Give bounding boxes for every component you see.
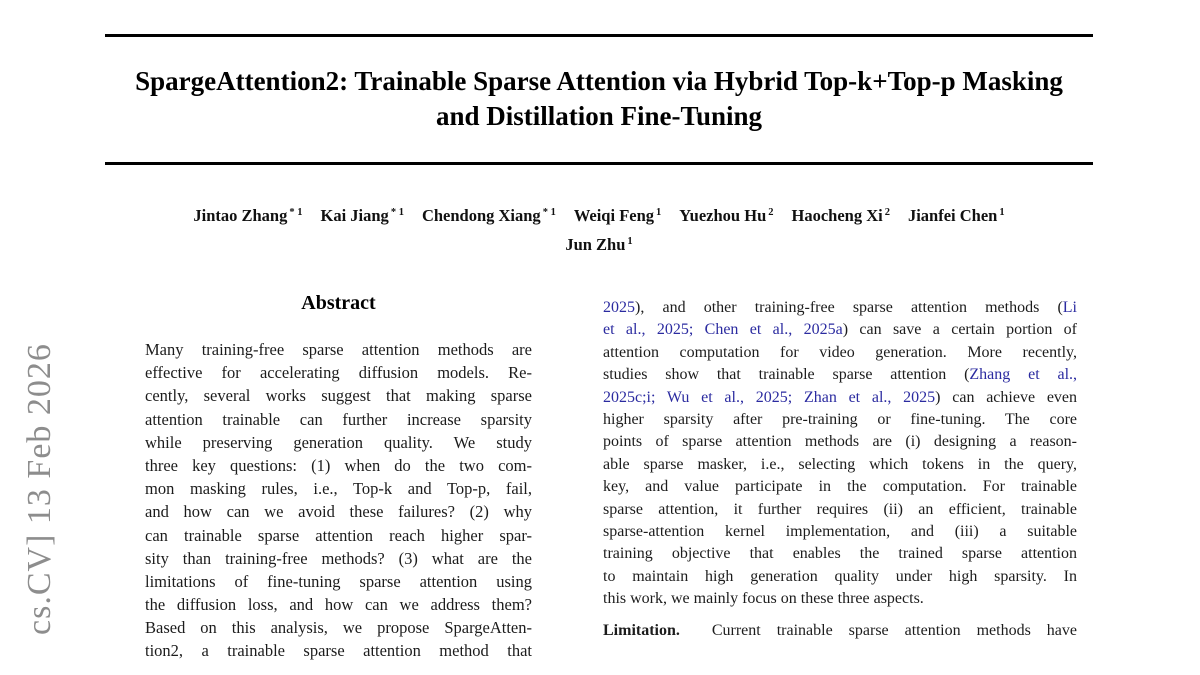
body-text-line <box>603 454 1077 476</box>
citation-link[interactable]: Chen et al., 2025a <box>704 321 843 339</box>
text-run: ), and other training-free sparse attention methods ( <box>635 299 1063 316</box>
author-name <box>908 206 1005 225</box>
author-name <box>792 206 890 225</box>
author-name <box>422 206 556 225</box>
author-name-text: Jintao Zhang <box>193 206 288 225</box>
text-run: to maintain high generation quality under high sparsity. In <box>603 567 1077 585</box>
text-run: able sparse masker, i.e., selecting which tokens in the query, <box>603 455 1077 473</box>
citation-link[interactable]: 2025c;i; <box>603 388 656 406</box>
author-name <box>565 235 632 254</box>
title-rule-top <box>105 34 1093 37</box>
body-text-line <box>603 588 1077 610</box>
text-run: training objective that enables the trained sparse attention <box>603 545 1077 563</box>
citation-link[interactable]: Zhang et al., <box>969 366 1077 384</box>
text-run: this work, we mainly focus on these three aspects. <box>603 590 924 608</box>
author-name-text: Weiqi Feng <box>573 206 655 225</box>
body-text-line <box>603 566 1077 588</box>
author-name <box>679 206 773 225</box>
text-run: attention computation for video generation. More recently, <box>603 343 1077 361</box>
author-affiliation-superscript: 1 <box>627 235 633 247</box>
author-name-text: Jun Zhu <box>565 235 626 254</box>
author-name-text: Jianfei Chen <box>907 206 998 225</box>
abstract-text-line: can trainable sparse attention reach higher spar- <box>145 525 532 545</box>
citation-link[interactable]: Li <box>1062 299 1077 316</box>
author-affiliation-superscript: * 1 <box>390 206 404 218</box>
text-run: ) can achieve even <box>935 388 1077 406</box>
abstract-text-line: Based on this analysis, we propose SpargeAtten- <box>145 618 532 638</box>
text-run: points of sparse attention methods are (i) designing a reason- <box>603 433 1077 451</box>
abstract-text-line: sity than training-free methods? (3) what are the <box>145 548 532 568</box>
author-name-text: Yuezhou Hu <box>679 206 767 225</box>
paragraph-label: Limitation. <box>603 622 680 640</box>
abstract-heading: Abstract <box>301 292 376 314</box>
author-list-line1 <box>105 206 1093 226</box>
author-list-line2 <box>105 235 1093 255</box>
abstract-text-line: limitations of fine-tuning sparse attention using <box>145 571 532 591</box>
author-affiliation-superscript: 1 <box>656 206 662 218</box>
citation-link[interactable]: Wu et al., 2025; <box>666 388 793 406</box>
citation-link[interactable]: 2025 <box>603 299 635 316</box>
abstract-text-line: cently, several works suggest that making sparse <box>145 386 532 406</box>
abstract-text-line: mon masking rules, i.e., Top-k and Top-p, fail, <box>145 479 532 499</box>
author-affiliation-superscript: 1 <box>999 206 1005 218</box>
text-run: sparse-attention kernel implementation, and (iii) a suitable <box>603 522 1077 540</box>
body-text-line <box>603 431 1077 453</box>
body-text-line <box>603 364 1077 386</box>
text-run: sparse attention, it further requires (ii) an efficient, trainable <box>603 500 1077 518</box>
citation-link[interactable]: Zhan et al., 2025 <box>803 388 936 406</box>
text-run: Current trainable sparse attention methods have <box>679 622 1077 640</box>
title-rule-bottom <box>105 162 1093 165</box>
abstract-text-line: attention trainable can further increase sparsity <box>145 409 532 429</box>
text-run <box>792 389 804 406</box>
body-text-line <box>603 387 1077 409</box>
body-text-line <box>603 342 1077 364</box>
abstract-text-line: and how can we avoid these failures? (2) why <box>145 502 532 522</box>
text-run: higher sparsity after pre-training or fine-tuning. The core <box>603 410 1077 428</box>
text-run: studies show that trainable sparse attention ( <box>603 366 970 384</box>
body-text-line <box>603 297 1077 319</box>
author-name <box>193 206 302 225</box>
author-affiliation-superscript: 2 <box>768 206 774 218</box>
paper-title-line1: SpargeAttention2: Trainable Sparse Attention via Hybrid Top-k+Top-p Masking <box>135 66 1063 96</box>
abstract-text-line: tion2, a trainable sparse attention method that <box>145 641 532 661</box>
abstract-text-line: effective for accelerating diffusion models. Re- <box>145 363 532 383</box>
body-text-line <box>603 521 1077 543</box>
paper-title-line2: and Distillation Fine-Tuning <box>435 101 763 131</box>
author-name <box>321 206 404 225</box>
body-text-column <box>603 297 1077 643</box>
author-affiliation-superscript: 2 <box>884 206 890 218</box>
body-text-line <box>603 543 1077 565</box>
text-run: key, and value participate in the computation. For trainable <box>603 478 1077 496</box>
author-name-text: Kai Jiang <box>320 206 389 225</box>
abstract-column <box>145 338 532 663</box>
body-text-line <box>603 476 1077 498</box>
author-affiliation-superscript: * 1 <box>289 206 303 218</box>
abstract-text-line: three key questions: (1) when do the two com- <box>145 455 532 475</box>
paper-title <box>105 64 1093 134</box>
citation-link[interactable]: et al., 2025; <box>603 321 694 339</box>
text-run <box>655 389 666 406</box>
abstract-text-line: while preserving generation quality. We study <box>145 432 532 452</box>
text-run: ) can save a certain portion of <box>842 321 1077 339</box>
body-text-line <box>603 620 1077 642</box>
author-name-text: Chendong Xiang <box>421 206 541 225</box>
author-name-text: Haocheng Xi <box>791 206 883 225</box>
author-affiliation-superscript: * 1 <box>542 206 556 218</box>
body-text-line <box>603 409 1077 431</box>
body-text-line <box>603 499 1077 521</box>
body-text-line <box>603 319 1077 341</box>
author-name <box>574 206 661 225</box>
arxiv-watermark: cs.CV] 13 Feb 2026 <box>21 343 58 635</box>
abstract-text-line: Many training-free sparse attention methods are <box>145 340 532 359</box>
abstract-text-line: the diffusion loss, and how can we address them? <box>145 595 532 615</box>
text-run <box>693 321 704 338</box>
